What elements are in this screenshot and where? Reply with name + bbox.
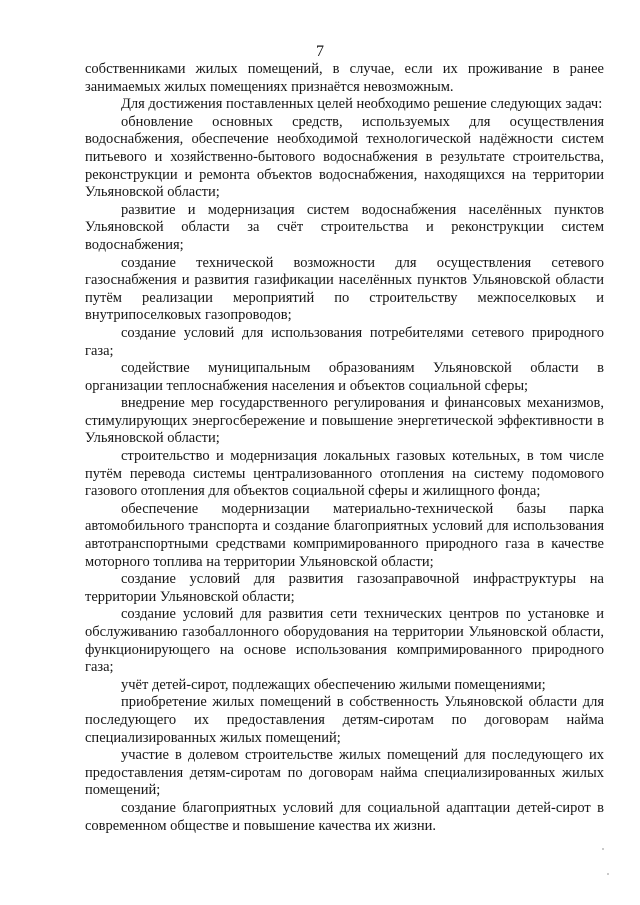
paragraph-task-2: развитие и модернизация систем водоснабжения населённых пунктов Ульяновской области за счёт строительства и реконструкции систем водоснабжения; bbox=[85, 201, 604, 253]
paragraph-task-4: создание условий для использования потребителями сетевого природного газа; bbox=[85, 324, 604, 359]
paragraph-task-10: создание условий для развития сети технических центров по установке и обслуживанию газобаллонного оборудования на территории Ульяновской области, функционирующего на основе использования компримированного природного газа; bbox=[85, 606, 604, 676]
paragraph-task-8: обеспечение модернизации материально-технической базы парка автомобильного транспорта и создание благоприятных условий для использования автотранспортными средствами компримированного природного газа в качестве моторного топлива на территории Ульяновской области; bbox=[85, 500, 604, 570]
scan-speck bbox=[602, 848, 604, 850]
paragraph-task-9: создание условий для развития газозаправочной инфраструктуры на территории Ульяновской области; bbox=[85, 571, 604, 605]
paragraph-task-6: внедрение мер государственного регулирования и финансовых механизмов, стимулирующих энергосбережение и повышение энергетической эффективности в Ульяновской области; bbox=[85, 395, 604, 447]
paragraph-continuation: собственниками жилых помещений, в случае, если их проживание в ранее занимаемых жилых помещениях признаётся невозможным. bbox=[85, 61, 604, 95]
paragraph-task-14: создание благоприятных условий для социальной адаптации детей-сирот в современном обществе и повышение качества их жизни. bbox=[85, 799, 604, 834]
paragraph-task-12: приобретение жилых помещений в собственность Ульяновской области для последующего их предоставления детям-сиротам по договорам найма специализированных жилых помещений; bbox=[85, 694, 604, 746]
paragraph-task-13: участие в долевом строительстве жилых помещений для последующего их предоставления детям-сиротам по договорам найма специализированных жилых помещений; bbox=[85, 747, 604, 799]
scan-speck bbox=[607, 873, 609, 875]
paragraph-task-1: обновление основных средств, используемых для осуществления водоснабжения, обеспечение необходимой технологической надёжности систем питьевого и хозяйственно-бытового водоснабжения в результате строительства, реконструкции и ремонта объектов водоснабжения, находящихся на территории Ульяновской области; bbox=[85, 113, 604, 201]
document-body bbox=[85, 61, 604, 835]
paragraph-task-5: содействие муниципальным образованиям Ульяновской области в организации теплоснабжения населения и объектов социальной сферы; bbox=[85, 360, 604, 394]
page-number: 7 bbox=[316, 43, 324, 60]
paragraph-tasks-intro: Для достижения поставленных целей необходимо решение следующих задач: bbox=[121, 96, 603, 113]
paragraph-task-3: создание технической возможности для осуществления сетевого газоснабжения и развития газификации населённых пунктов Ульяновской области путём реализации мероприятий по строительству межпоселковых и внутрипоселковых газопроводов; bbox=[85, 254, 604, 324]
paragraph-task-7: строительство и модернизация локальных газовых котельных, в том числе путём перевода системы централизованного отопления на систему подомового газового отопления для объектов социальной сферы и жилищного фонда; bbox=[85, 448, 604, 500]
paragraph-task-11: учёт детей-сирот, подлежащих обеспечению жилыми помещениями; bbox=[121, 676, 546, 693]
